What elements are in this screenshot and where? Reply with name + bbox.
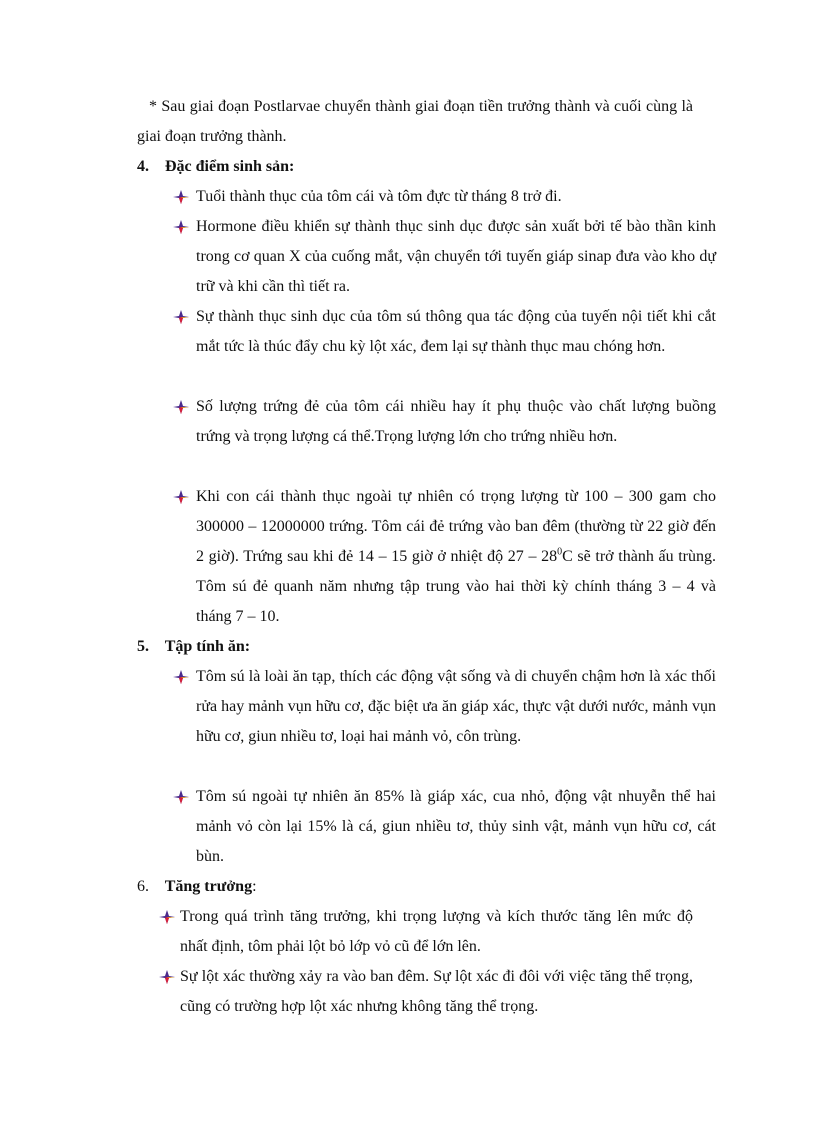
section-5-heading — [137, 632, 250, 662]
list-item — [196, 482, 716, 632]
section-6-number: 6. — [137, 878, 149, 895]
four-point-star-bullet-icon — [172, 189, 190, 205]
list-item-text: Tuổi thành thục của tôm cái và tôm đực từ tháng 8 trở đi. — [196, 188, 562, 205]
list-item — [196, 782, 716, 872]
four-point-star-bullet-icon — [172, 399, 190, 415]
list-item-text: Tôm sú ngoài tự nhiên ăn 85% là giáp xác, cua nhỏ, động vật nhuyễn thể hai mảnh vỏ còn lại 15% là cá, giun nhiều tơ, thủy sinh vật, mảnh vụn hữu cơ, cát bùn. — [196, 788, 716, 865]
list-item-text: Tôm sú là loài ăn tạp, thích các động vật sống và di chuyển chậm hơn là xác thối rửa hay mảnh vụn hữu cơ, đặc biệt ưa ăn giáp xác, thực vật dưới nước, mảnh vụn hữu cơ, giun nhiều tơ, loại hai mảnh vỏ, côn trùng. — [196, 668, 716, 745]
list-item — [196, 392, 716, 452]
list-item — [196, 182, 716, 212]
list-item-text: Trong quá trình tăng trưởng, khi trọng lượng và kích thước tăng lên mức độ nhất định, tôm phải lột bỏ lớp vỏ cũ để lớn lên. — [180, 908, 693, 955]
list-item-text — [196, 482, 716, 632]
section-5-number: 5. — [137, 638, 149, 655]
intro-paragraph: * Sau giai đoạn Postlarvae chuyển thành giai đoạn tiền trưởng thành và cuối cùng là giai đoạn trưởng thành. — [137, 98, 693, 145]
list-item-text: Sự lột xác thường xảy ra vào ban đêm. Sự lột xác đi đôi với việc tăng thể trọng, cũng có trường hợp lột xác nhưng không tăng thể trọng. — [180, 968, 693, 1015]
four-point-star-bullet-icon — [172, 669, 190, 685]
four-point-star-bullet-icon — [158, 909, 176, 925]
section-4-heading — [137, 152, 294, 182]
list-item-text: Sự thành thục sinh dục của tôm sú thông qua tác động của tuyến nội tiết khi cắt mắt tức là thúc đẩy chu kỳ lột xác, đem lại sự thành thục mau chóng hơn. — [196, 308, 716, 355]
section-6-heading — [137, 872, 257, 902]
four-point-star-bullet-icon — [172, 309, 190, 325]
list-item-text: Số lượng trứng đẻ của tôm cái nhiều hay ít phụ thuộc vào chất lượng buồng trứng và trọng lượng cá thể.Trọng lượng lớn cho trứng nhiều hơn. — [196, 398, 716, 445]
section-6-title: Tăng trưởng — [164, 878, 253, 895]
degree-superscript: 0 — [557, 546, 563, 558]
section-6-colon: : — [252, 878, 257, 895]
text-before-superscript: Khi con cái thành thục ngoài tự nhiên có trọng lượng từ 100 – 300 gam cho 300000 – 12000000 trứng. Tôm cái đẻ trứng vào ban đêm (thường từ 22 giờ đến 2 giờ). Trứng sau khi đẻ 14 – 15 giờ ở nhiệt độ 27 – 28 — [196, 488, 716, 565]
list-item — [196, 212, 716, 302]
list-item — [180, 962, 693, 1022]
four-point-star-bullet-icon — [172, 789, 190, 805]
section-5-title: Tập tính ăn: — [164, 638, 251, 655]
section-4-title: Đặc điểm sinh sản: — [165, 158, 295, 175]
four-point-star-bullet-icon — [172, 219, 190, 235]
list-item — [180, 902, 693, 962]
list-item — [196, 662, 716, 752]
text-after-superscript: C sẽ trở thành ấu trùng. Tôm sú đẻ quanh năm nhưng tập trung vào hai thời kỳ chính tháng 3 – 4 và tháng 7 – 10. — [196, 548, 717, 625]
four-point-star-bullet-icon — [158, 969, 176, 985]
section-4-number: 4. — [137, 158, 149, 175]
list-item-text: Hormone điều khiển sự thành thục sinh dục được sản xuất bởi tế bào thần kinh trong cơ quan X của cuống mắt, vận chuyển tới tuyến giáp sinap đưa vào kho dự trữ và khi cần thì tiết ra. — [196, 218, 716, 295]
four-point-star-bullet-icon — [172, 489, 190, 505]
list-item — [196, 302, 716, 362]
